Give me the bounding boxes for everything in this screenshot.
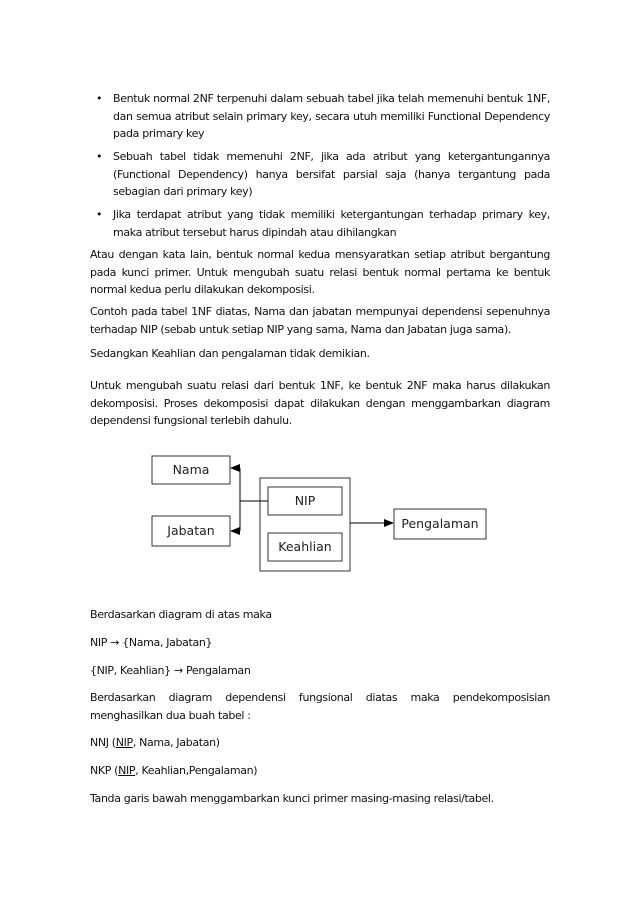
fd-nip: [90, 634, 550, 652]
pengalaman-label: Pengalaman: [401, 516, 479, 531]
paragraph-keahlian: Sedangkan Keahlian dan pengalaman tidak demikian.: [90, 347, 370, 360]
nama-label: Nama: [172, 462, 210, 477]
paragraph-kunci-primer: Atau dengan kata lain, bentuk normal kedua mensyaratkan setiap atribut bergantung pada kunci primer. Untuk mengubah suatu relasi bentuk normal pertama ke bentuk normal kedua perlu dilakukan dekomposisi.: [90, 248, 550, 296]
paragraph-dua-tabel: Berdasarkan diagram dependensi fungsional diatas maka pendekomposisian menghasilkan dua buah tabel :: [90, 691, 550, 722]
arrow-nip-connector: [240, 468, 268, 501]
nkp-primary-key: NIP: [118, 764, 136, 777]
diagram-node-nama: [152, 456, 230, 484]
bullet-item-2nf-violation: Sebuah tabel tidak memenuhi 2NF, jika ada atribut yang ketergantungannya (Functional Dependency) hanya bersifat parsial saja (hanya tergantung pada sebagian dari primary key): [113, 150, 550, 198]
bullet-marker: •: [96, 92, 103, 105]
table-nkp: [90, 762, 550, 780]
fd1-left: NIP: [90, 636, 108, 649]
fd-nip-keahlian: [90, 662, 550, 680]
nip-label: NIP: [294, 493, 316, 508]
paragraph-garis-bawah: Tanda garis bawah menggambarkan kunci primer masing-masing relasi/tabel.: [90, 792, 494, 805]
keahlian-label: Keahlian: [278, 539, 332, 554]
jabatan-label: Jabatan: [167, 523, 215, 538]
bullet-item-remove-attribute: Jika terdapat atribut yang tidak memiliki ketergantungan terhadap primary key, maka atribut tersebut harus dipindah atau dihilangkan: [113, 208, 550, 239]
fd1-right: {Nama, Jabatan}: [122, 636, 213, 649]
paragraph-berdasarkan: Berdasarkan diagram di atas maka: [90, 608, 272, 621]
nnj-attributes: , Nama, Jabatan): [132, 736, 220, 749]
right-arrow-icon: →: [173, 664, 183, 677]
paragraph-contoh-1nf: Contoh pada tabel 1NF diatas, Nama dan jabatan mempunyai dependensi sepenuhnya terhadap NIP (sebab untuk setiap NIP yang sama, Nama dan Jabatan juga sama).: [90, 305, 550, 336]
diagram-node-jabatan: [152, 516, 230, 546]
diagram-node-keahlian: [268, 533, 342, 561]
fd2-left: {NIP, Keahlian}: [90, 664, 171, 677]
nnj-name: NNJ (: [90, 736, 116, 749]
paragraph-dekomposisi: Untuk mengubah suatu relasi dari bentuk 1NF, ke bentuk 2NF maka harus dilakukan dekomposisi. Proses dekomposisi dapat dilakukan dengan menggambarkan diagram dependensi fungsional terlebih dahulu.: [90, 379, 550, 427]
nkp-name: NKP (: [90, 764, 119, 777]
bullet-item-2nf-definition: Bentuk normal 2NF terpenuhi dalam sebuah tabel jika telah memenuhi bentuk 1NF, dan semua atribut selain primary key, secara utuh memiliki Functional Dependency pada primary key: [113, 92, 550, 140]
diagram-node-nip: [268, 487, 342, 515]
table-nnj: [90, 734, 550, 752]
nkp-attributes: , Keahlian,Pengalaman): [135, 764, 258, 777]
right-arrow-icon: →: [110, 636, 120, 649]
nnj-primary-key: NIP: [115, 736, 133, 749]
diagram-node-pengalaman: [394, 509, 486, 539]
bullet-marker: •: [96, 208, 103, 221]
fd2-right: Pengalaman: [186, 664, 251, 677]
bullet-marker: •: [96, 150, 103, 163]
